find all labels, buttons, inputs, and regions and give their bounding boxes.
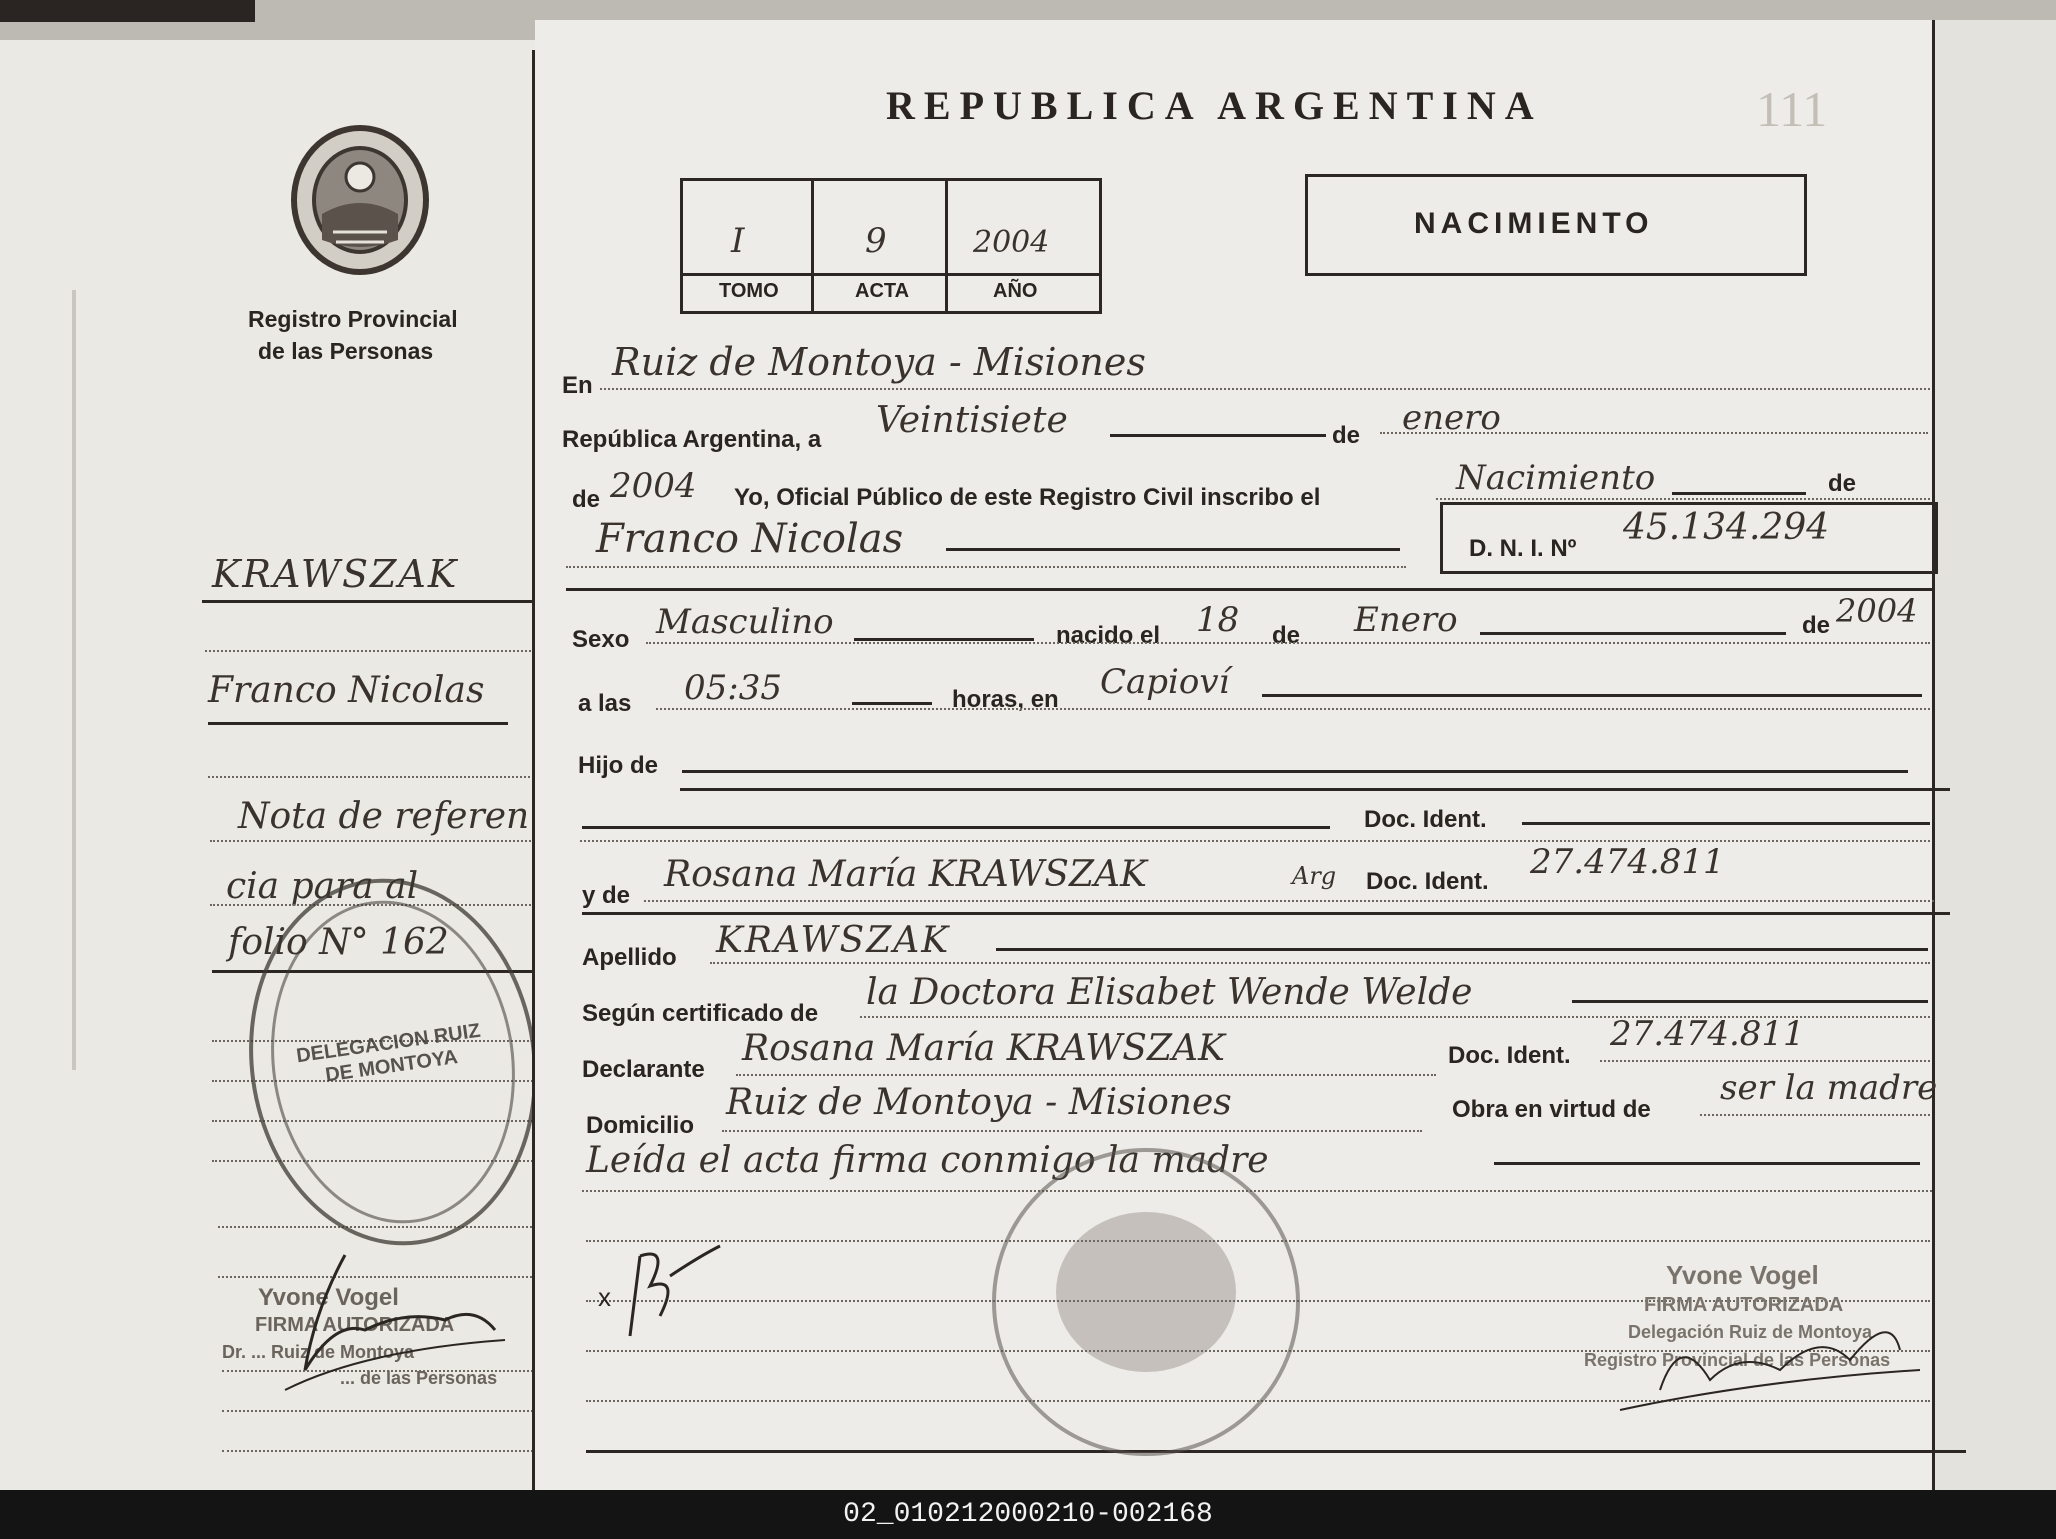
- stub-page: [0, 40, 535, 1490]
- blank-fill-line: [1110, 434, 1326, 437]
- registry-number-box: [680, 178, 1102, 314]
- sexo-label: Sexo: [572, 626, 630, 653]
- record-type-box: [1305, 174, 1807, 276]
- obra-value: ser la madre: [1720, 1068, 1938, 1108]
- stub-given-names-underline: [208, 722, 508, 725]
- birth-day: 18: [1196, 600, 1240, 640]
- stub-signer-caption: FIRMA AUTORIZADA: [255, 1314, 455, 1336]
- obra-label: Obra en virtud de: [1452, 1096, 1651, 1123]
- binding-fold: [72, 290, 76, 1070]
- page-right-edge: [1932, 20, 1935, 1490]
- blank-fill-line: [1494, 1162, 1920, 1165]
- blank-fill-line: [1672, 492, 1806, 495]
- horas-label: horas, en: [952, 686, 1059, 713]
- tomo-label: TOMO: [719, 280, 779, 302]
- registration-year: 2004: [610, 466, 697, 506]
- apellido-value: KRAWSZAK: [716, 920, 951, 961]
- stub-signer-registry: ... de las Personas: [340, 1368, 498, 1388]
- provincial-crest-seal: [288, 122, 433, 282]
- mother-doc-number: 27.474.811: [1530, 842, 1725, 882]
- stub-signer-office: Dr. ... Ruiz de Montoya: [222, 1342, 415, 1362]
- blank-fill-line: [1480, 632, 1786, 635]
- box-divider: [945, 181, 948, 311]
- official-caption: FIRMA AUTORIZADA: [1644, 1294, 1844, 1316]
- stub-line: [222, 1410, 537, 1412]
- birth-month: Enero: [1354, 600, 1458, 640]
- registry-name-line2: de las Personas: [258, 338, 434, 364]
- record-type-label: NACIMIENTO: [1414, 207, 1654, 240]
- sex-value: Masculino: [656, 602, 834, 642]
- form-line: [600, 388, 1930, 390]
- stub-line: [208, 776, 538, 778]
- birth-time: 05:35: [684, 668, 782, 708]
- stub-signer-name: Yvone Vogel: [258, 1284, 399, 1311]
- ano-label: AÑO: [993, 280, 1038, 302]
- book-edge: [1935, 20, 2056, 1490]
- declarant-doc-label: Doc. Ident.: [1448, 1042, 1571, 1069]
- form-line: [1600, 1060, 1930, 1062]
- declarant-signature: [620, 1236, 730, 1346]
- de-year-label: de: [572, 486, 601, 513]
- stub-note-line1: Nota de referen: [238, 796, 530, 837]
- official-signature: [1600, 1290, 1930, 1420]
- de-label-month: de: [1332, 422, 1361, 449]
- mother-name: Rosana María KRAWSZAK: [664, 854, 1147, 895]
- bottom-rule: [586, 1450, 1966, 1453]
- acta-label: ACTA: [855, 280, 910, 302]
- official-name: Yvone Vogel: [1666, 1260, 1819, 1290]
- form-line: [722, 1130, 1422, 1132]
- box-divider: [811, 181, 814, 311]
- blank-fill-line: [852, 702, 932, 705]
- dni-box: [1440, 502, 1938, 574]
- form-line: [1436, 498, 1930, 500]
- apellido-label: Apellido: [582, 944, 677, 971]
- registration-month: enero: [1402, 398, 1501, 438]
- declarant-doc-number: 27.474.811: [1610, 1014, 1805, 1054]
- form-line: [710, 962, 1930, 964]
- form-line: [644, 900, 1934, 902]
- box-divider: [683, 273, 1099, 276]
- official-registry: Registro Provincial de las Personas: [1584, 1350, 1891, 1370]
- birth-year: 2004: [1836, 592, 1918, 630]
- republica-label: República Argentina, a: [562, 426, 822, 453]
- registration-day: Veintisiete: [876, 400, 1068, 441]
- birth-place: Capioví: [1100, 662, 1230, 702]
- blank-fill-line: [1572, 1000, 1928, 1003]
- form-line: [736, 1074, 1436, 1076]
- declarante-label: Declarante: [582, 1056, 705, 1083]
- stub-given-names: Franco Nicolas: [208, 670, 485, 711]
- acta-value: 9: [865, 221, 887, 261]
- father-doc-label: Doc. Ident.: [1364, 806, 1487, 833]
- hijo-label: Hijo de: [578, 752, 659, 779]
- registry-name-line1: Registro Provincial: [248, 306, 458, 332]
- stub-line: [222, 1450, 537, 1452]
- dni-number: 45.134.294: [1623, 507, 1830, 548]
- segun-label: Según certificado de: [582, 1000, 819, 1027]
- form-line: [580, 840, 1930, 842]
- mother-nationality: Arg: [1292, 862, 1337, 890]
- act-type: Nacimiento: [1456, 458, 1656, 498]
- form-line: [566, 566, 1406, 568]
- stub-signature: [275, 1250, 515, 1400]
- registry-circular-seal: [992, 1148, 1300, 1456]
- declarant-name: Rosana María KRAWSZAK: [742, 1028, 1225, 1069]
- place-of-registration: Ruiz de Montoya - Misiones: [612, 340, 1146, 384]
- blank-fill-line: [682, 770, 1908, 773]
- tomo-value: I: [731, 221, 745, 261]
- folio-number: 111: [1756, 81, 1828, 137]
- stub-surname: KRAWSZAK: [212, 552, 459, 596]
- blank-fill-line: [1262, 694, 1922, 697]
- section-divider: [566, 588, 1932, 591]
- form-line: [646, 642, 1930, 644]
- blank-fill-line: [854, 638, 1034, 641]
- delegation-stamp-text: DELEGACION RUIZ DE MONTOYA: [294, 1019, 482, 1087]
- background-dark-corner: [0, 0, 255, 22]
- de-label-child: de: [1828, 470, 1857, 497]
- image-id-caption: 02_010212000210-002168: [0, 1490, 2056, 1539]
- stub-surname-underline: [202, 600, 538, 603]
- de-label-birth-year: de: [1802, 612, 1831, 639]
- y-de-label: y de: [582, 882, 631, 909]
- domicile-value: Ruiz de Montoya - Misiones: [726, 1082, 1232, 1123]
- dni-label: D. N. I. Nº: [1469, 535, 1577, 562]
- blank-fill-line: [996, 948, 1928, 951]
- child-name: Franco Nicolas: [596, 516, 904, 562]
- form-line: [656, 708, 1930, 710]
- delegation-stamp: [226, 860, 560, 1264]
- blank-fill-line: [1522, 822, 1930, 825]
- certifier-name: la Doctora Elisabet Wende Welde: [866, 972, 1473, 1013]
- a-las-label: a las: [578, 690, 632, 717]
- form-line: [1700, 1114, 1930, 1116]
- ano-value: 2004: [973, 225, 1050, 260]
- blank-fill-line: [946, 548, 1400, 551]
- domicilio-label: Domicilio: [586, 1112, 695, 1139]
- en-label: En: [562, 372, 593, 399]
- section-divider: [582, 912, 1950, 915]
- stub-line: [205, 650, 535, 652]
- stub-line: [210, 840, 535, 842]
- stub-note-line2: cia para al: [226, 866, 419, 907]
- mother-doc-label: Doc. Ident.: [1366, 868, 1489, 895]
- nacido-label: nacido el: [1056, 622, 1161, 649]
- form-line: [1380, 432, 1928, 434]
- de-label-birth-month: de: [1272, 622, 1301, 649]
- section-divider: [680, 788, 1950, 791]
- country-title: REPUBLICA ARGENTINA: [886, 83, 1543, 128]
- form-line: [582, 1190, 1932, 1192]
- signature-x-mark: x: [598, 1282, 611, 1312]
- blank-fill-line: [582, 826, 1330, 829]
- closing-statement: Leída el acta firma conmigo la madre: [586, 1140, 1269, 1181]
- yo-statement: Yo, Oficial Público de este Registro Civil inscribo el: [734, 484, 1321, 511]
- official-office: Delegación Ruiz de Montoya: [1628, 1322, 1873, 1342]
- stub-note-line3: folio N° 162: [228, 922, 449, 963]
